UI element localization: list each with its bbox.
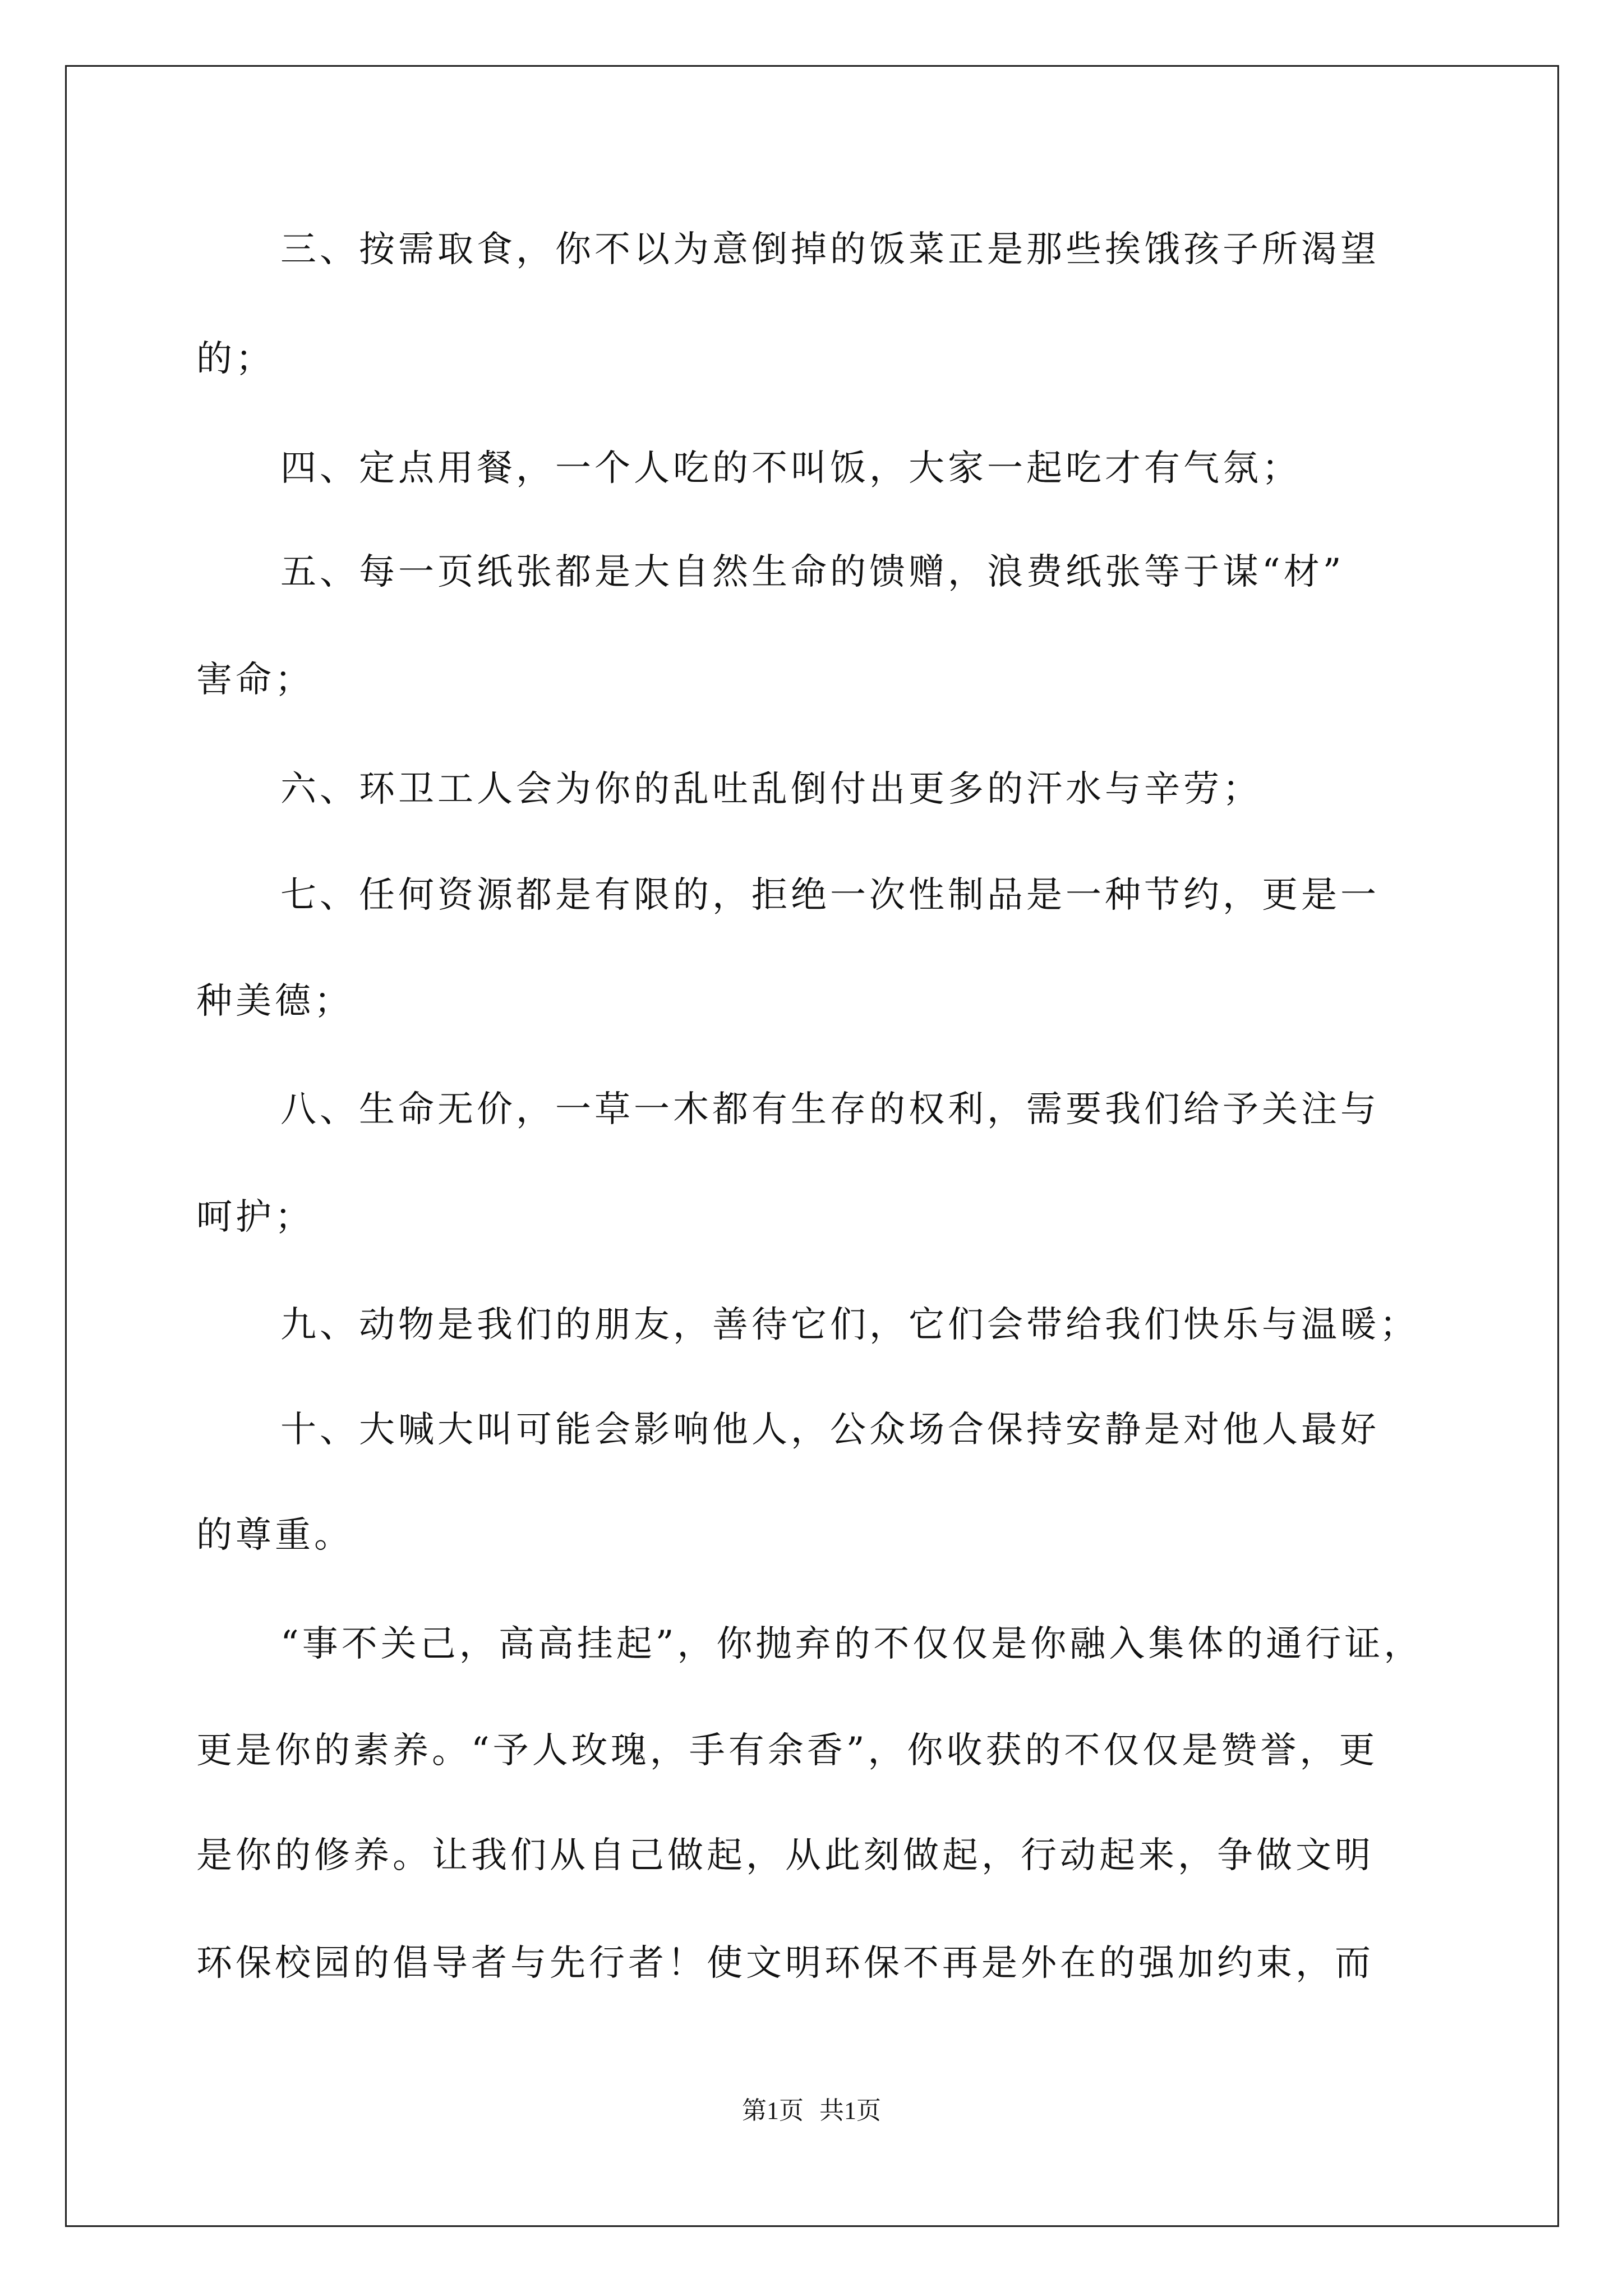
text-line: 害命； <box>196 659 314 701</box>
text-line: 四、定点用餐，一个人吃的不叫饭，大家一起吃才有气氛； <box>280 448 1301 489</box>
text-line: 环保校园的倡导者与先行者！使文明环保不再是外在的强加约束，而 <box>196 1943 1374 1984</box>
page-number: 第1页 <box>742 2097 804 2124</box>
text-line: 九、动物是我们的朋友，善待它们，它们会带给我们快乐与温暖； <box>280 1304 1419 1346</box>
page-total: 共1页 <box>819 2097 881 2124</box>
text-line: 六、环卫工人会为你的乱吐乱倒付出更多的汗水与辛劳； <box>280 769 1262 810</box>
text-line: 的； <box>196 338 275 380</box>
text-line: 十、大喊大叫可能会影响他人，公众场合保持安静是对他人最好 <box>280 1409 1380 1451</box>
text-line: 八、生命无价，一草一木都有生存的权利，需要我们给予关注与 <box>280 1089 1380 1130</box>
text-line: 的尊重。 <box>196 1515 353 1556</box>
text-line: 呵护； <box>196 1197 314 1238</box>
page-border <box>65 65 1559 2227</box>
text-line: “事不关己，高高挂起”，你抛弃的不仅仅是你融入集体的通行证， <box>280 1623 1423 1665</box>
page-footer <box>0 2095 1623 2127</box>
text-line: 五、每一页纸张都是大自然生命的馈赠，浪费纸张等于谋“材” <box>280 551 1345 593</box>
text-line: 更是你的素养。“予人玫瑰，手有余香”，你收获的不仅仅是赞誉，更 <box>196 1730 1378 1772</box>
text-line: 是你的修养。让我们从自己做起，从此刻做起，行动起来，争做文明 <box>196 1835 1374 1876</box>
text-line: 七、任何资源都是有限的，拒绝一次性制品是一种节约，更是一 <box>280 875 1380 916</box>
text-line: 种美德； <box>196 981 353 1022</box>
text-line: 三、按需取食，你不以为意倒掉的饭菜正是那些挨饿孩子所渴望 <box>280 229 1380 270</box>
